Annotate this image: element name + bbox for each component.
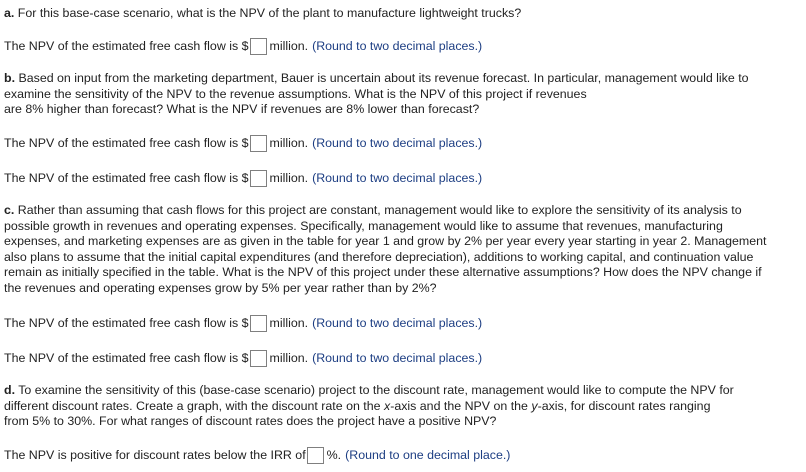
part-b-label: b. bbox=[4, 71, 16, 85]
part-c-line-1 bbox=[4, 203, 794, 219]
answer-prefix: The NPV of the estimated free cash flow is $ bbox=[4, 351, 249, 365]
answer-prefix: The NPV of the estimated free cash flow is $ bbox=[4, 171, 249, 185]
answer-prefix: The NPV of the estimated free cash flow is $ bbox=[4, 39, 249, 53]
rounding-hint: (Round to one decimal place.) bbox=[345, 448, 511, 462]
npv-input-b-higher[interactable] bbox=[250, 135, 267, 152]
part-b-text-1: Based on input from the marketing department, Bauer is uncertain about its revenue forecast. In particular, management would like to bbox=[18, 71, 749, 85]
part-d-text-2a: different discount rates. Create a graph, with the discount rate on the bbox=[4, 398, 384, 413]
part-c-line-4: also plans to assume that the initial capital expenditures (and therefore depreciation), additions to working capital, and continuation value bbox=[4, 249, 754, 264]
part-c-line-5: remain as initially specified in the table. What is the NPV of this project under these alternative assumptions? How does the NPV change if bbox=[4, 265, 762, 279]
part-a-answer-row bbox=[4, 36, 482, 56]
part-b-line-1 bbox=[4, 71, 794, 87]
answer-prefix: The NPV of the estimated free cash flow is $ bbox=[4, 316, 249, 330]
part-b-line-2: examine the sensitivity of the NPV to the revenue assumptions. What is the NPV of this project if revenues bbox=[4, 86, 587, 101]
part-d-text-2c: -axis, for discount rates ranging bbox=[537, 398, 711, 413]
npv-input-c-2pct[interactable] bbox=[250, 315, 267, 332]
part-d-line-1 bbox=[4, 383, 794, 399]
answer-suffix: million. bbox=[269, 316, 309, 330]
part-a-question bbox=[4, 6, 794, 22]
part-d-text-2b: -axis and the NPV on the bbox=[390, 398, 532, 413]
part-b-question bbox=[4, 71, 794, 118]
part-b-line-3: are 8% higher than forecast? What is the NPV if revenues are 8% lower than forecast? bbox=[4, 102, 480, 116]
part-d-line-2 bbox=[4, 399, 794, 415]
answer-suffix: %. bbox=[326, 448, 342, 462]
rounding-hint: (Round to two decimal places.) bbox=[312, 351, 483, 365]
part-d-question bbox=[4, 383, 794, 430]
rounding-hint: (Round to two decimal places.) bbox=[312, 39, 483, 53]
rounding-hint: (Round to two decimal places.) bbox=[312, 171, 483, 185]
part-c-answer-row-1 bbox=[4, 313, 482, 333]
part-c-line-2: possible growth in revenues and operating expenses. Specifically, management would like to assume that revenues, manufacturing bbox=[4, 218, 723, 233]
answer-suffix: million. bbox=[269, 171, 309, 185]
part-a-label: a. bbox=[4, 6, 15, 20]
part-c-line-6: the revenues and operating expenses grow by 5% per year rather than by 2%? bbox=[4, 280, 437, 295]
answer-prefix: The NPV of the estimated free cash flow is $ bbox=[4, 136, 249, 150]
part-d-answer-row bbox=[4, 445, 510, 465]
npv-input-b-lower[interactable] bbox=[250, 170, 267, 187]
npv-input-a[interactable] bbox=[250, 38, 267, 55]
part-c-line-3: expenses, and marketing expenses are as given in the table for year 1 and grow by 2% per year every year starting in year 2. Management bbox=[4, 234, 767, 248]
part-c-label: c. bbox=[4, 203, 15, 217]
npv-input-c-5pct[interactable] bbox=[250, 350, 267, 367]
part-b-answer-row-1 bbox=[4, 133, 482, 153]
part-c-answer-row-2 bbox=[4, 348, 482, 368]
part-a-text: For this base-case scenario, what is the NPV of the plant to manufacture lightweight trucks? bbox=[17, 6, 522, 20]
answer-suffix: million. bbox=[269, 351, 309, 365]
irr-input[interactable] bbox=[307, 447, 324, 464]
part-c-question bbox=[4, 203, 794, 296]
answer-suffix: million. bbox=[269, 39, 309, 53]
part-d-label: d. bbox=[4, 383, 16, 397]
part-d-line-3: from 5% to 30%. For what ranges of discount rates does the project have a positive NPV? bbox=[4, 414, 497, 428]
part-c-text-1: Rather than assuming that cash flows for this project are constant, management would like to explore the sensitivity of its analysis to bbox=[17, 203, 742, 217]
answer-suffix: million. bbox=[269, 136, 309, 150]
answer-prefix: The NPV is positive for discount rates below the IRR of bbox=[4, 448, 306, 462]
y-axis-symbol: y bbox=[531, 398, 538, 413]
rounding-hint: (Round to two decimal places.) bbox=[312, 316, 483, 330]
x-axis-symbol: x bbox=[383, 398, 391, 413]
part-d-text-1: To examine the sensitivity of this (base-case scenario) project to the discount rate, management would like to compute the NPV for bbox=[18, 383, 734, 397]
part-b-answer-row-2 bbox=[4, 168, 482, 188]
rounding-hint: (Round to two decimal places.) bbox=[312, 136, 483, 150]
